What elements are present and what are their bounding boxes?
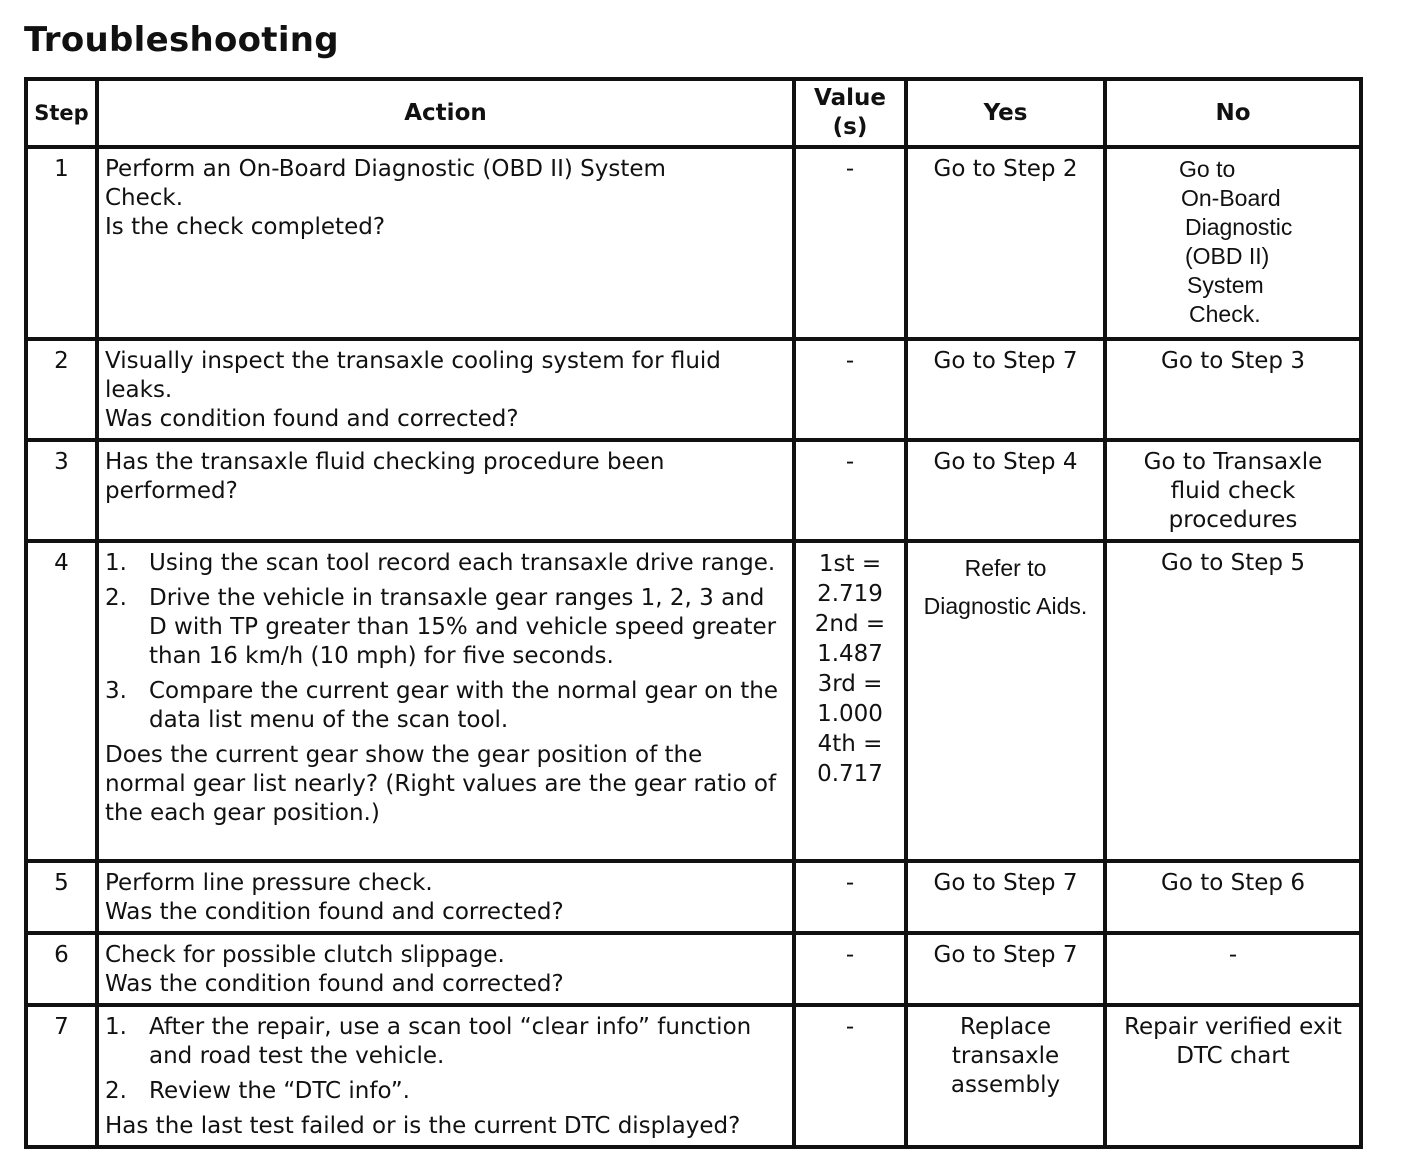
no-cell: Go to Step 3 <box>1105 339 1361 440</box>
value-cell: - <box>794 440 906 541</box>
header-value <box>794 79 906 147</box>
table-row <box>26 339 1361 440</box>
action-item <box>105 1013 786 1071</box>
header-action: Action <box>97 79 794 147</box>
table-header-row <box>26 79 1361 147</box>
value-line: 1.000 <box>817 701 883 727</box>
table-row <box>26 541 1361 861</box>
yes-line: assembly <box>950 1072 1061 1098</box>
action-cell <box>97 933 794 1005</box>
no-line: DTC chart <box>1176 1043 1290 1069</box>
action-item-number: 1. <box>105 1014 127 1040</box>
no-line: (OBD II) <box>1185 243 1270 269</box>
action-line: Was the condition found and corrected? <box>105 899 564 925</box>
value-line: 3rd = <box>817 671 883 697</box>
value-cell: - <box>794 933 906 1005</box>
table-row <box>26 440 1361 541</box>
action-line: Visually inspect the transaxle cooling system for fluid <box>105 348 721 374</box>
no-cell <box>1105 440 1361 541</box>
action-item-text: Review the “DTC info”. <box>149 1078 410 1104</box>
action-item-text: After the repair, use a scan tool “clear info” function and road test the vehicle. <box>149 1014 752 1069</box>
action-cell <box>97 147 794 339</box>
action-item-number: 2. <box>105 585 127 611</box>
yes-cell: Go to Step 4 <box>906 440 1105 541</box>
troubleshooting-table <box>24 77 1363 1149</box>
action-item-text: Using the scan tool record each transaxle drive range. <box>149 550 776 576</box>
no-line: fluid check <box>1170 478 1296 504</box>
value-line: 2nd = <box>814 611 886 637</box>
action-item <box>105 549 786 578</box>
no-cell: - <box>1105 933 1361 1005</box>
yes-cell: Go to Step 7 <box>906 339 1105 440</box>
action-cell <box>97 541 794 861</box>
value-cell: - <box>794 147 906 339</box>
action-item-number: 1. <box>105 550 127 576</box>
action-line: Is the check completed? <box>105 214 386 240</box>
yes-cell <box>906 1005 1105 1147</box>
step-number: 1 <box>26 147 97 339</box>
table-row <box>26 147 1361 339</box>
action-cell <box>97 861 794 933</box>
action-line: leaks. <box>105 377 173 403</box>
action-item-number: 3. <box>105 678 127 704</box>
action-line: Was condition found and corrected? <box>105 406 519 432</box>
step-number: 6 <box>26 933 97 1005</box>
value-cell: - <box>794 1005 906 1147</box>
action-line: Perform line pressure check. <box>105 870 433 896</box>
yes-cell: Go to Step 7 <box>906 861 1105 933</box>
action-line: Perform an On-Board Diagnostic (OBD II) System <box>105 156 666 182</box>
action-item-text: Drive the vehicle in transaxle gear ranges 1, 2, 3 and D with TP greater than 15% and vehicle speed greater than 16 km/h (10 mph) for five seconds. <box>149 585 777 669</box>
yes-cell: Go to Step 7 <box>906 933 1105 1005</box>
no-cell: Go to Step 5 <box>1105 541 1361 861</box>
action-item <box>105 677 786 735</box>
table-row <box>26 1005 1361 1147</box>
no-line: Go to Transaxle <box>1143 449 1323 475</box>
action-item <box>105 1077 786 1106</box>
yes-line: Replace <box>960 1014 1051 1040</box>
header-step: Step <box>26 79 97 147</box>
action-list <box>105 1013 786 1106</box>
step-number: 7 <box>26 1005 97 1147</box>
value-line: 1st = <box>818 551 882 577</box>
action-item-number: 2. <box>105 1078 127 1104</box>
action-cell <box>97 440 794 541</box>
table-row <box>26 933 1361 1005</box>
step-number: 5 <box>26 861 97 933</box>
value-cell: - <box>794 861 906 933</box>
no-cell <box>1105 1005 1361 1147</box>
no-cell: Go to Step 6 <box>1105 861 1361 933</box>
value-line: 4th = <box>817 731 883 757</box>
no-line: Check. <box>1189 301 1261 327</box>
header-value-line2: (s) <box>832 114 868 140</box>
action-line: Has the transaxle fluid checking procedure been <box>105 449 665 475</box>
page-title: Troubleshooting <box>24 20 339 60</box>
step-number: 3 <box>26 440 97 541</box>
value-cell: - <box>794 339 906 440</box>
yes-line: transaxle <box>951 1043 1060 1069</box>
value-cell <box>794 541 906 861</box>
no-line: procedures <box>1168 507 1298 533</box>
no-line: On-Board <box>1181 185 1281 211</box>
action-list <box>105 549 786 735</box>
action-item-text: Compare the current gear with the normal gear on the data list menu of the scan tool. <box>149 678 778 733</box>
action-cell <box>97 339 794 440</box>
yes-cell: Go to Step 2 <box>906 147 1105 339</box>
action-item <box>105 584 786 671</box>
yes-line: Refer to <box>964 555 1047 581</box>
action-line: Check. <box>105 185 184 211</box>
yes-line: Diagnostic Aids. <box>923 593 1088 619</box>
header-yes: Yes <box>906 79 1105 147</box>
action-question: Has the last test failed or is the current DTC displayed? <box>105 1113 741 1139</box>
action-line: performed? <box>105 478 238 504</box>
step-number: 2 <box>26 339 97 440</box>
value-line: 2.719 <box>817 581 883 607</box>
no-line: Repair verified exit <box>1124 1014 1342 1040</box>
action-line: Check for possible clutch slippage. <box>105 942 505 968</box>
step-number: 4 <box>26 541 97 861</box>
no-line: Diagnostic <box>1185 214 1293 240</box>
no-line: System <box>1187 272 1264 298</box>
no-line: Go to <box>1179 156 1236 182</box>
action-line: Was the condition found and corrected? <box>105 971 564 997</box>
action-question: Does the current gear show the gear position of the normal gear list nearly? (Right values are the gear ratio of the each gear position.) <box>105 742 777 826</box>
action-cell <box>97 1005 794 1147</box>
header-value-line1: Value <box>814 85 886 111</box>
value-line: 1.487 <box>817 641 883 667</box>
no-cell <box>1105 147 1361 339</box>
yes-cell <box>906 541 1105 861</box>
header-no: No <box>1105 79 1361 147</box>
value-line: 0.717 <box>817 761 883 787</box>
table-row <box>26 861 1361 933</box>
